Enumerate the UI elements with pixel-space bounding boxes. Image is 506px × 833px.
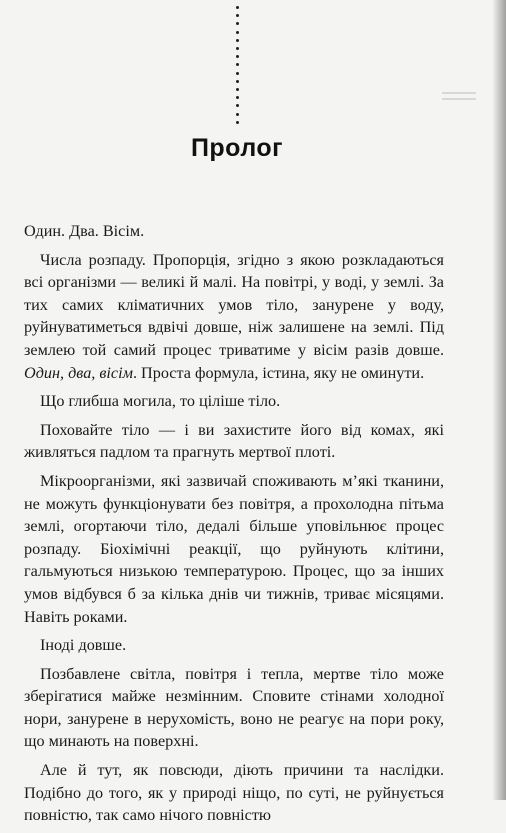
paragraph-4 xyxy=(24,419,444,464)
paragraph-text: Позбавлене світла, повітря і тепла, мертве тіло може зберігатися майже незмінним. Сповите стінами холодної нори, занурене в нерухомість, воно не реагує на пори року, що минають на поверхні. xyxy=(24,664,444,751)
paragraph-5 xyxy=(24,470,444,628)
paragraph-text: Поховайте тіло — і ви захистите його від комах, які живляться падлом та прагнуть мертвої плоті. xyxy=(24,420,444,462)
bleed-through-mark xyxy=(442,88,476,104)
paragraph-text: Що глибша могила, то ціліше тіло. xyxy=(40,392,281,411)
prologue-body xyxy=(24,220,444,833)
paragraph-8 xyxy=(24,759,444,827)
paragraph-text: . Проста формула, істина, яку не оминути. xyxy=(132,363,425,382)
paragraph-text: Один. Два. Вісім. xyxy=(24,222,145,240)
paragraph-1 xyxy=(24,220,444,243)
decorative-dotted-line xyxy=(234,6,240,124)
paragraph-7 xyxy=(24,663,444,753)
chapter-title: Пролог xyxy=(190,134,284,162)
paragraph-text: Іноді довше. xyxy=(40,636,127,655)
page-edge-shadow xyxy=(492,0,506,800)
paragraph-text: Числа розпаду. Пропорція, згідно з якою розкладаються всі організми — великі й малі. На повітрі, у воді, у землі. За тих самих кліматичних умов тіло, занурене у воду, руйнуватиметься вдвічі довше, ніж залишене на землі. Під землею той самий процес триватиме у вісім разів довше. xyxy=(24,250,444,359)
paragraph-2 xyxy=(24,249,444,385)
paragraph-text: Мікроорганізми, які зазвичай споживають м’які тканини, не можуть функціонувати без повітря, а прохолодна пітьма землі, огортаючи тіло, дедалі більше уповільнює процес розпаду. Біохімічні реакції, що руйнують клітини, гальмуються низькою температурою. Процес, що за інших умов відбувся б за кілька днів чи тижнів, триває місяцями. Навіть роками. xyxy=(24,471,444,626)
paragraph-6 xyxy=(24,634,444,657)
italic-phrase: Один, два, вісім xyxy=(24,363,133,382)
paragraph-text: Але й тут, як повсюди, діють причини та наслідки. Подібно до того, як у природі ніщо, по суті, не руйнується повністю, так само нічого повністю xyxy=(24,761,444,825)
paragraph-3 xyxy=(24,390,444,413)
